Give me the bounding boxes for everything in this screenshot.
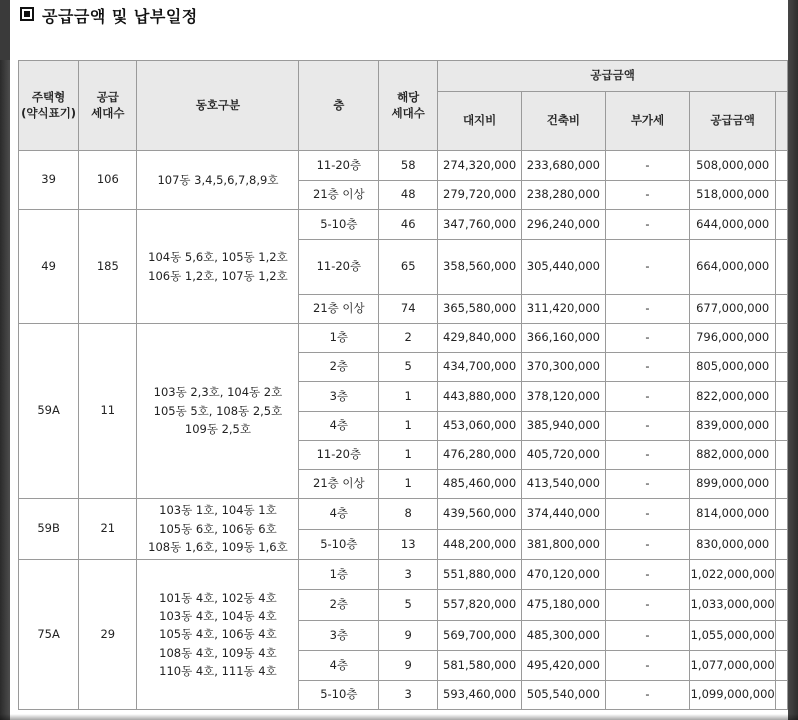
cell-total-amount: 518,000,000 [690, 181, 776, 210]
header-building-cost: 건축비 [522, 92, 606, 151]
cell-total-amount: 830,000,000 [690, 530, 776, 560]
cell-building-cost: 378,120,000 [522, 382, 606, 412]
cell-vat: - [605, 353, 689, 382]
cell-floor: 21층 이상 [299, 181, 379, 210]
cell-vat: - [605, 441, 689, 470]
cell-units: 9 [379, 651, 438, 681]
cell-land-cost: 365,580,000 [438, 295, 522, 324]
cell-supply-units: 106 [79, 151, 137, 210]
cell-vat: - [605, 499, 689, 530]
cell-units: 5 [379, 353, 438, 382]
cell-floor: 5-10층 [299, 210, 379, 240]
cell-units: 3 [379, 560, 438, 590]
cell-units: 48 [379, 181, 438, 210]
cell-floor: 11-20층 [299, 151, 379, 181]
cell-floor: 11-20층 [299, 240, 379, 295]
cell-building-cost: 366,160,000 [522, 324, 606, 353]
cell-land-cost: 581,580,000 [438, 651, 522, 681]
cell-units: 2 [379, 324, 438, 353]
cell-unit-group: 107동 3,4,5,6,7,8,9호 [137, 151, 299, 210]
cell-land-cost: 453,060,000 [438, 412, 522, 441]
cell-floor: 3층 [299, 382, 379, 412]
cell-clipped [776, 382, 788, 412]
header-type: 주택형 (약식표기) [19, 61, 79, 151]
cell-land-cost: 485,460,000 [438, 470, 522, 499]
cell-floor: 4층 [299, 412, 379, 441]
supply-price-table [18, 60, 788, 710]
cell-units: 58 [379, 151, 438, 181]
bottom-shadow [0, 714, 798, 720]
header-vat: 부가세 [605, 92, 689, 151]
cell-building-cost: 485,300,000 [522, 621, 606, 651]
cell-building-cost: 296,240,000 [522, 210, 606, 240]
cell-total-amount: 814,000,000 [690, 499, 776, 530]
cell-clipped [776, 560, 788, 590]
cell-floor: 2층 [299, 353, 379, 382]
cell-unit-group: 104동 5,6호, 105동 1,2호 106동 1,2호, 107동 1,2호 [137, 210, 299, 324]
cell-land-cost: 347,760,000 [438, 210, 522, 240]
cell-building-cost: 238,280,000 [522, 181, 606, 210]
cell-floor: 21층 이상 [299, 470, 379, 499]
cell-total-amount: 508,000,000 [690, 151, 776, 181]
cell-type: 75A [19, 560, 79, 710]
cell-units: 74 [379, 295, 438, 324]
cell-clipped [776, 441, 788, 470]
cell-building-cost: 470,120,000 [522, 560, 606, 590]
cell-floor: 3층 [299, 621, 379, 651]
cell-clipped [776, 324, 788, 353]
cell-floor: 11-20층 [299, 441, 379, 470]
cell-clipped [776, 499, 788, 530]
cell-land-cost: 439,560,000 [438, 499, 522, 530]
cell-building-cost: 374,440,000 [522, 499, 606, 530]
heading-text: 공급금액 및 납부일정 [42, 7, 198, 26]
cell-total-amount: 1,055,000,000 [690, 621, 776, 651]
table-row [19, 151, 788, 181]
cell-clipped [776, 681, 788, 710]
cell-floor: 5-10층 [299, 530, 379, 560]
cell-vat: - [605, 240, 689, 295]
cell-land-cost: 551,880,000 [438, 560, 522, 590]
cell-vat: - [605, 382, 689, 412]
cell-clipped [776, 240, 788, 295]
cell-unit-group: 103동 2,3호, 104동 2호 105동 5호, 108동 2,5호 109동 2,5호 [137, 324, 299, 499]
cell-building-cost: 233,680,000 [522, 151, 606, 181]
cell-clipped [776, 590, 788, 621]
table-row [19, 324, 788, 353]
cell-units: 13 [379, 530, 438, 560]
cell-total-amount: 1,022,000,000 [690, 560, 776, 590]
cell-type: 39 [19, 151, 79, 210]
table-row [19, 499, 788, 530]
cell-units: 1 [379, 470, 438, 499]
table-body [19, 151, 788, 710]
cell-total-amount: 822,000,000 [690, 382, 776, 412]
cell-vat: - [605, 470, 689, 499]
cell-floor: 1층 [299, 324, 379, 353]
cell-land-cost: 358,560,000 [438, 240, 522, 295]
cell-total-amount: 839,000,000 [690, 412, 776, 441]
cell-clipped [776, 470, 788, 499]
header-clipped-column [776, 92, 788, 151]
cell-building-cost: 311,420,000 [522, 295, 606, 324]
cell-type: 49 [19, 210, 79, 324]
cell-supply-units: 11 [79, 324, 137, 499]
cell-land-cost: 443,880,000 [438, 382, 522, 412]
cell-floor: 2층 [299, 590, 379, 621]
cell-units: 3 [379, 681, 438, 710]
cell-clipped [776, 412, 788, 441]
cell-total-amount: 664,000,000 [690, 240, 776, 295]
table-row [19, 210, 788, 240]
header-units: 해당 세대수 [379, 61, 438, 151]
cell-units: 46 [379, 210, 438, 240]
cell-vat: - [605, 412, 689, 441]
cell-floor: 1층 [299, 560, 379, 590]
section-heading [20, 4, 198, 27]
cell-supply-units: 21 [79, 499, 137, 560]
cell-type: 59A [19, 324, 79, 499]
header-floor: 층 [299, 61, 379, 151]
cell-total-amount: 1,077,000,000 [690, 651, 776, 681]
cell-floor: 5-10층 [299, 681, 379, 710]
cell-land-cost: 569,700,000 [438, 621, 522, 651]
cell-vat: - [605, 651, 689, 681]
cell-vat: - [605, 590, 689, 621]
cell-building-cost: 381,800,000 [522, 530, 606, 560]
cell-total-amount: 882,000,000 [690, 441, 776, 470]
cell-vat: - [605, 324, 689, 353]
cell-units: 1 [379, 412, 438, 441]
cell-clipped [776, 151, 788, 181]
header-supply-units: 공급 세대수 [79, 61, 137, 151]
cell-clipped [776, 621, 788, 651]
cell-vat: - [605, 295, 689, 324]
cell-land-cost: 434,700,000 [438, 353, 522, 382]
cell-vat: - [605, 181, 689, 210]
cell-total-amount: 1,099,000,000 [690, 681, 776, 710]
cell-land-cost: 476,280,000 [438, 441, 522, 470]
cell-total-amount: 677,000,000 [690, 295, 776, 324]
cell-building-cost: 495,420,000 [522, 651, 606, 681]
cell-land-cost: 274,320,000 [438, 151, 522, 181]
filled-square-icon [20, 7, 34, 21]
table-row [19, 560, 788, 590]
cell-total-amount: 644,000,000 [690, 210, 776, 240]
cell-type: 59B [19, 499, 79, 560]
cell-clipped [776, 353, 788, 382]
cell-building-cost: 475,180,000 [522, 590, 606, 621]
cell-land-cost: 429,840,000 [438, 324, 522, 353]
cell-total-amount: 805,000,000 [690, 353, 776, 382]
cell-floor: 21층 이상 [299, 295, 379, 324]
cell-vat: - [605, 621, 689, 651]
document-sheet [10, 0, 788, 720]
cell-supply-units: 29 [79, 560, 137, 710]
cell-unit-group: 103동 1호, 104동 1호 105동 6호, 106동 6호 108동 1,6호, 109동 1,6호 [137, 499, 299, 560]
cell-land-cost: 279,720,000 [438, 181, 522, 210]
cell-building-cost: 413,540,000 [522, 470, 606, 499]
cell-units: 9 [379, 621, 438, 651]
cell-units: 5 [379, 590, 438, 621]
cell-clipped [776, 181, 788, 210]
header-supply-amount: 공급금액 [438, 61, 788, 92]
cell-total-amount: 899,000,000 [690, 470, 776, 499]
cell-clipped [776, 295, 788, 324]
cell-land-cost: 557,820,000 [438, 590, 522, 621]
cell-building-cost: 405,720,000 [522, 441, 606, 470]
cell-unit-group: 101동 4호, 102동 4호 103동 4호, 104동 4호 105동 4호, 106동 4호 108동 4호, 109동 4호 110동 4호, 111동 4호 [137, 560, 299, 710]
cell-units: 65 [379, 240, 438, 295]
cell-vat: - [605, 681, 689, 710]
cell-clipped [776, 530, 788, 560]
cell-supply-units: 185 [79, 210, 137, 324]
cell-floor: 4층 [299, 499, 379, 530]
cell-total-amount: 796,000,000 [690, 324, 776, 353]
cell-vat: - [605, 530, 689, 560]
cell-vat: - [605, 210, 689, 240]
cell-clipped [776, 210, 788, 240]
cell-land-cost: 593,460,000 [438, 681, 522, 710]
cell-building-cost: 370,300,000 [522, 353, 606, 382]
cell-building-cost: 305,440,000 [522, 240, 606, 295]
header-unit-group: 동호구분 [137, 61, 299, 151]
header-land-cost: 대지비 [438, 92, 522, 151]
cell-vat: - [605, 151, 689, 181]
cell-building-cost: 385,940,000 [522, 412, 606, 441]
cell-units: 8 [379, 499, 438, 530]
cell-units: 1 [379, 382, 438, 412]
cell-land-cost: 448,200,000 [438, 530, 522, 560]
cell-vat: - [605, 560, 689, 590]
header-total-amount: 공급금액 [690, 92, 776, 151]
cell-floor: 4층 [299, 651, 379, 681]
cell-units: 1 [379, 441, 438, 470]
cell-building-cost: 505,540,000 [522, 681, 606, 710]
cell-clipped [776, 651, 788, 681]
cell-total-amount: 1,033,000,000 [690, 590, 776, 621]
